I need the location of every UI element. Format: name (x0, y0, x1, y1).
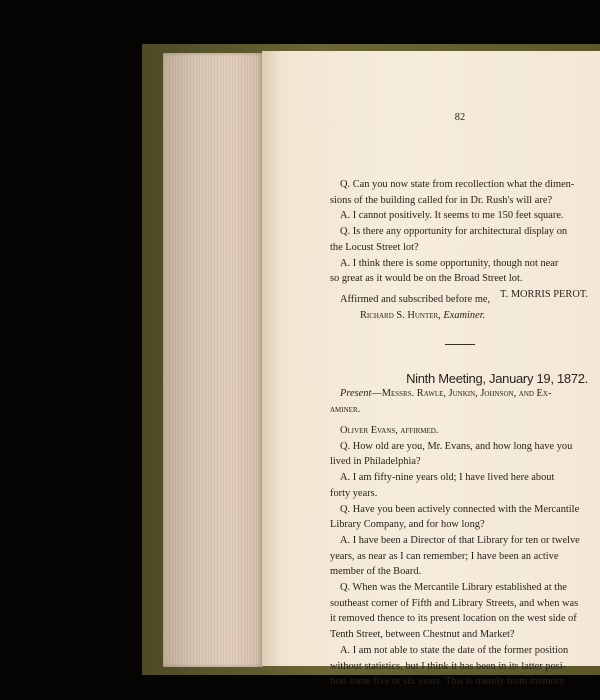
text-line: sions of the building called for in Dr. Rush's will are? (330, 194, 553, 206)
text-line: A. I have been a Director of that Library for ten or twelve (340, 534, 580, 546)
text-line: without statistics, but I think it has been in its latter posi- (330, 660, 567, 672)
present-members: —Messrs. Rawle, Junkin, Johnson, and Ex- (371, 388, 552, 399)
section-divider (445, 344, 475, 345)
text-line: the Locust Street lot? (330, 241, 419, 253)
present-line-cont: aminer. (330, 403, 361, 415)
text-line: A. I cannot positively. It seems to me 150 feet square. (340, 210, 564, 222)
text-line: southeast corner of Fifth and Library Streets, and when was (330, 597, 579, 609)
page-edges (163, 53, 263, 667)
text-line: Q. How old are you, Mr. Evans, and how long have you (340, 440, 573, 452)
text-line: Q. Have you been actively connected with the Mercantile (340, 503, 580, 515)
text-line: Q. Is there any opportunity for architectural display on (340, 226, 568, 238)
text-line: Q. When was the Mercantile Library established at the (340, 582, 567, 594)
text-line: forty years. (330, 487, 378, 499)
present-list (330, 386, 588, 417)
testimony-perot (330, 177, 588, 303)
witness-name: Oliver Evans, affirmed. (340, 425, 439, 436)
testimony-evans (330, 423, 588, 690)
book-page (262, 51, 600, 688)
text-line: A. I am fifty-nine years old; I have lived here about (340, 472, 555, 484)
text-line: tion some five or six years. This is merely from memory. (330, 676, 567, 688)
text-line: so great as it would be on the Broad Street lot. (330, 273, 523, 285)
text-line: years, as near as I can remember; I have been an active (330, 550, 559, 562)
text-line: it removed thence to its present location on the west side of (330, 613, 577, 625)
page-number: 82 (454, 112, 466, 123)
examiner-title: Examiner. (443, 309, 486, 321)
examiner-name: Richard S. Hunter, (360, 309, 441, 321)
text-line: lived in Philadelphia? (330, 456, 421, 468)
affirmed-line: Affirmed and subscribed before me, (340, 294, 491, 305)
text-line: A. I am not able to state the date of the former position (340, 644, 569, 656)
meeting-heading: Ninth Meeting, January 19, 1872. (406, 371, 588, 386)
present-line (330, 386, 588, 402)
text-line: A. I think there is some opportunity, though not near (340, 257, 559, 269)
text-line: Tenth Street, between Chestnut and Market? (330, 629, 515, 641)
affirmation (330, 292, 588, 323)
present-label: Present (340, 388, 372, 399)
text-line: Q. Can you now state from recollection what the dimen- (340, 179, 575, 190)
witness-signature: T. MORRIS PEROT. (500, 288, 588, 300)
text-line: Library Company, and for how long? (330, 519, 485, 531)
examiner-line (330, 308, 588, 324)
text-line: member of the Board. (330, 566, 422, 578)
